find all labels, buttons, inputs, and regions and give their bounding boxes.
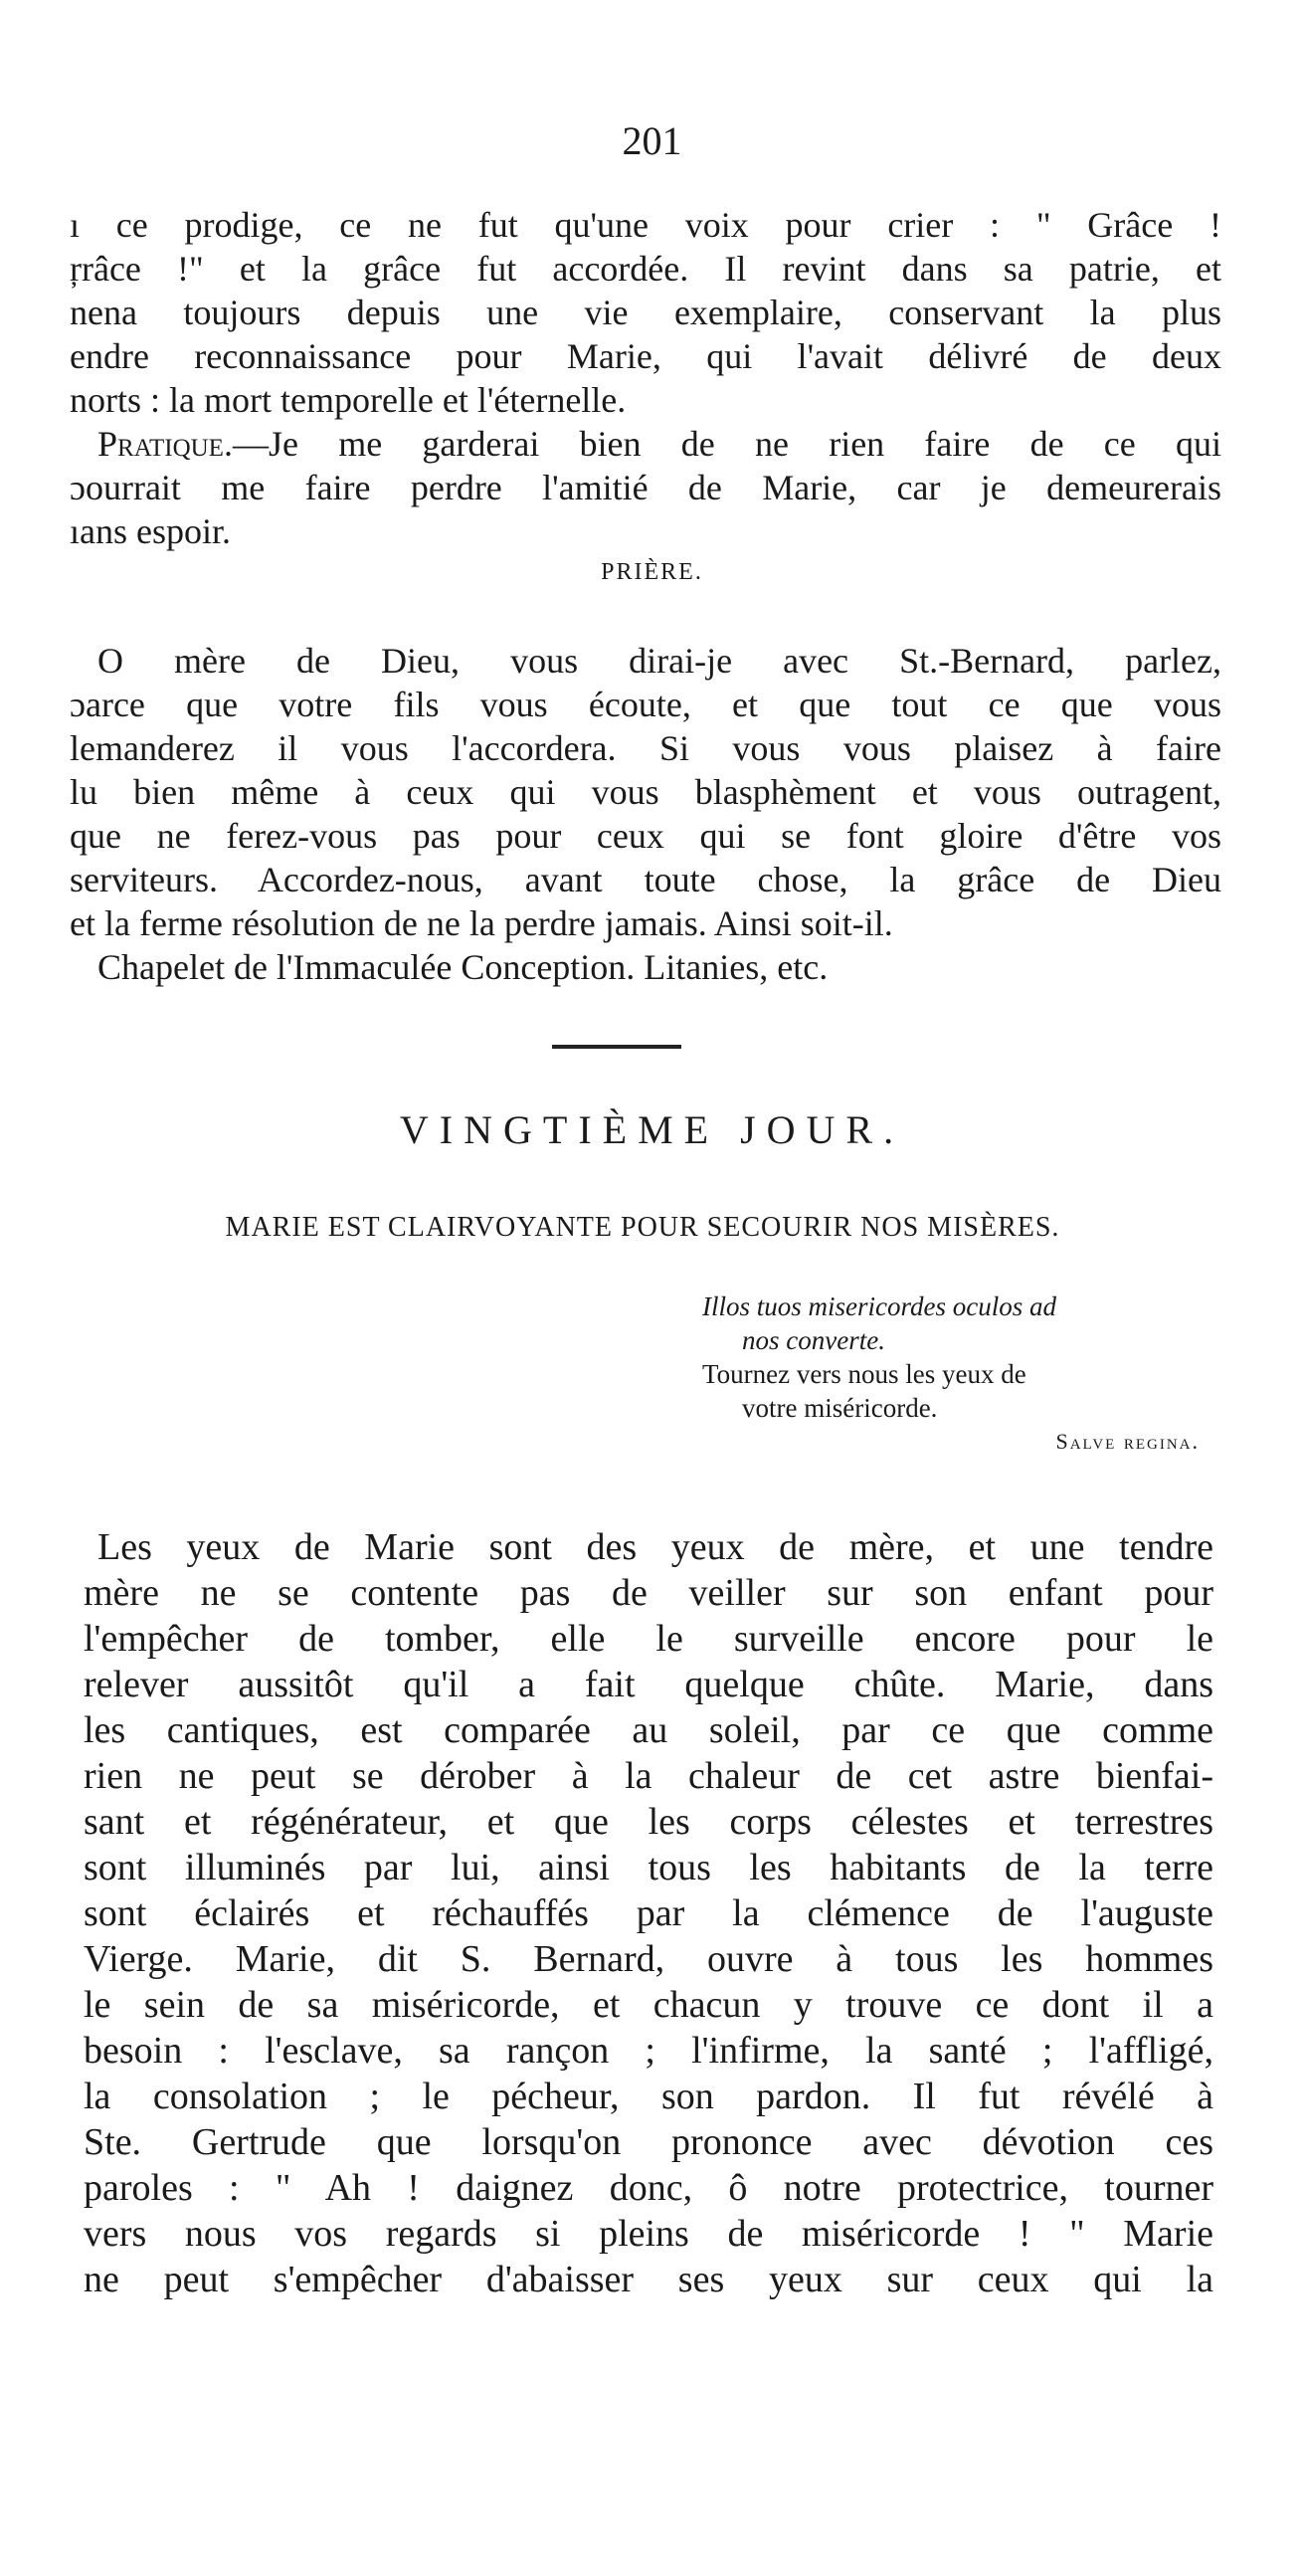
- text-line: sont éclairés et réchauffés par la clémence de l'auguste: [84, 1892, 1213, 1934]
- text-line: lu bien même à ceux qui vous blasphèment et vous outragent,: [70, 772, 1221, 812]
- main-paragraph: [84, 1524, 1213, 2302]
- epigraph-french-line: votre miséricorde.: [742, 1393, 938, 1423]
- text-line: le sein de sa miséricorde, et chacun y trouve ce dont il a: [84, 1984, 1213, 2026]
- text-line: besoin : l'esclave, sa rançon ; l'infirme, la santé ; l'affligé,: [84, 2030, 1213, 2072]
- text-line: [70, 422, 1221, 466]
- text-line: Chapelet de l'Immaculée Conception. Litanies, etc.: [97, 947, 829, 987]
- day-title: VINGTIÈME JOUR.: [399, 1107, 905, 1152]
- priere-heading: PRIÈRE.: [601, 559, 703, 585]
- text-line: nena toujours depuis une vie exemplaire, conservant la plus: [70, 293, 1221, 332]
- epigraph-latin-line: nos converte.: [742, 1325, 885, 1355]
- pratique-text: —Je me garderai bien de ne rien faire de ce qui: [232, 424, 1221, 464]
- text-line: Les yeux de Marie sont des yeux de mère, et une tendre: [97, 1526, 1213, 1568]
- epigraph-source: Salve regina.: [1055, 1429, 1200, 1454]
- text-line: paroles : " Ah ! daignez donc, ô notre protectrice, tourner: [84, 2167, 1213, 2209]
- text-line: vers nous vos regards si pleins de miséricorde ! " Marie: [84, 2213, 1213, 2255]
- text-line: sont illuminés par lui, ainsi tous les habitants de la terre: [84, 1847, 1213, 1888]
- text-line: serviteurs. Accordez-nous, avant toute chose, la grâce de Dieu: [70, 860, 1221, 899]
- text-line: relever aussitôt qu'il a fait quelque chûte. Marie, dans: [84, 1664, 1213, 1705]
- text-line: O mère de Dieu, vous dirai-je avec St.-Bernard, parlez,: [97, 641, 1221, 681]
- epigraph-french-line: Tournez vers nous les yeux de: [702, 1359, 1026, 1389]
- prayer-paragraph: [70, 639, 1221, 989]
- text-line: ıans espoir.: [70, 511, 231, 551]
- text-line: les cantiques, est comparée au soleil, par ce que comme: [84, 1709, 1213, 1751]
- text-line: ɔarce que votre fils vous écoute, et que tout ce que vous: [70, 685, 1221, 724]
- text-line: que ne ferez-vous pas pour ceux qui se font gloire d'être vos: [70, 816, 1221, 856]
- text-line: ɔourrait me faire perdre l'amitié de Marie, car je demeurerais: [70, 468, 1221, 507]
- text-line: lemanderez il vous l'accordera. Si vous vous plaisez à faire: [70, 728, 1221, 768]
- text-line: Ste. Gertrude que lorsqu'on prononce avec dévotion ces: [84, 2121, 1213, 2163]
- text-line: Vierge. Marie, dit S. Bernard, ouvre à tous les hommes: [84, 1938, 1213, 1980]
- text-line: ı ce prodige, ce ne fut qu'une voix pour crier : " Grâce !: [70, 205, 1221, 245]
- section-divider: [552, 1045, 681, 1049]
- text-line: rien ne peut se dérober à la chaleur de cet astre bienfai-: [84, 1755, 1213, 1797]
- text-line: et la ferme résolution de ne la perdre jamais. Ainsi soit-il.: [70, 903, 893, 943]
- page-number: 201: [622, 118, 682, 163]
- upper-paragraph: [70, 203, 1221, 422]
- text-line: ŗrâce !" et la grâce fut accordée. Il revint dans sa patrie, et: [70, 249, 1221, 289]
- text-line: ne peut s'empêcher d'abaisser ses yeux sur ceux qui la: [84, 2259, 1213, 2300]
- text-line: mère ne se contente pas de veiller sur son enfant pour: [84, 1572, 1213, 1614]
- text-line: endre reconnaissance pour Marie, qui l'avait délivré de deux: [70, 336, 1221, 376]
- epigraph-latin-line: Illos tuos misericordes oculos ad: [702, 1291, 1056, 1321]
- pratique-label: Pratique.: [97, 424, 233, 464]
- text-line: norts : la mort temporelle et l'éternelle.: [70, 380, 627, 420]
- chapter-title: MARIE EST CLAIRVOYANTE POUR SECOURIR NOS MISÈRES.: [225, 1212, 1060, 1243]
- text-line: la consolation ; le pécheur, son pardon. Il fut révélé à: [84, 2076, 1213, 2117]
- epigraph: [702, 1289, 1239, 1459]
- text-line: sant et régénérateur, et que les corps célestes et terrestres: [84, 1801, 1213, 1843]
- text-line: l'empêcher de tomber, elle le surveille encore pour le: [84, 1618, 1213, 1660]
- pratique-paragraph: [70, 422, 1221, 553]
